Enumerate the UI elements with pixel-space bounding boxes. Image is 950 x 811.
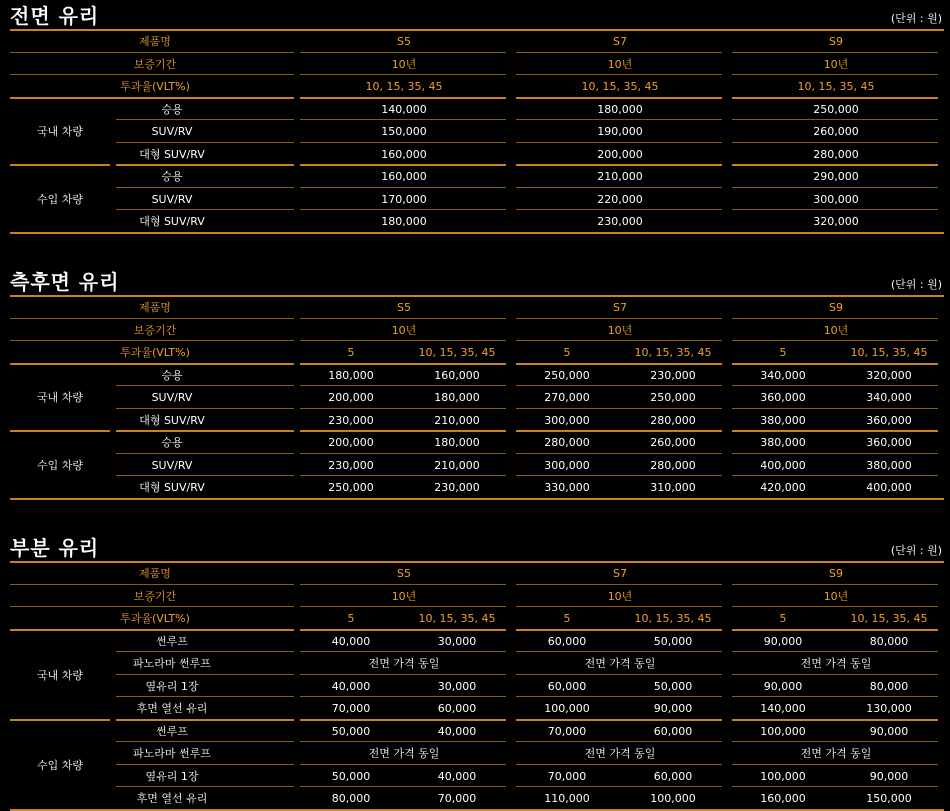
vlt-value: 10, 15, 35, 45 bbox=[581, 80, 659, 93]
model-name: S7 bbox=[613, 35, 627, 48]
group-divider bbox=[10, 164, 110, 166]
row-label: SUV/RV bbox=[151, 458, 193, 472]
table-bottom-border bbox=[10, 232, 944, 234]
row-divider bbox=[516, 674, 722, 675]
header-label-warranty: 보증기간 bbox=[133, 323, 177, 337]
row-divider bbox=[732, 142, 938, 143]
price-value: 160,000 bbox=[381, 170, 427, 183]
group-name: 수입 차량 bbox=[36, 192, 83, 206]
price-value: 160,000 bbox=[381, 147, 427, 161]
price-value: 180,000 bbox=[381, 215, 427, 228]
header-row-line bbox=[300, 629, 506, 631]
row-divider bbox=[300, 453, 506, 454]
price-value: 30,000 bbox=[437, 634, 477, 648]
price-value: 400,000 bbox=[866, 481, 912, 494]
row-divider bbox=[116, 119, 294, 120]
row-label: 승용 bbox=[161, 170, 183, 183]
row-label: 승용 bbox=[161, 436, 183, 449]
header-row-line bbox=[300, 363, 506, 365]
header-row-line bbox=[10, 584, 294, 585]
warranty-value: 10년 bbox=[823, 57, 849, 71]
price-value: 230,000 bbox=[650, 368, 696, 382]
vlt-value: 10, 15, 35, 45 bbox=[850, 612, 928, 625]
price-value: 60,000 bbox=[653, 724, 693, 738]
row-divider bbox=[300, 408, 506, 409]
price-value: 160,000 bbox=[434, 368, 480, 382]
header-row-line bbox=[10, 97, 294, 99]
model-name: S5 bbox=[397, 35, 411, 48]
header-row-line bbox=[732, 629, 938, 631]
price-value: 80,000 bbox=[331, 792, 371, 805]
row-divider bbox=[116, 187, 294, 188]
header-row-line bbox=[732, 74, 938, 75]
row-divider bbox=[516, 453, 722, 454]
price-value: 250,000 bbox=[328, 481, 374, 494]
same-price-note: 전면 가격 동일 bbox=[584, 747, 656, 760]
price-value: 210,000 bbox=[434, 458, 480, 472]
price-value: 50,000 bbox=[331, 769, 371, 783]
row-divider bbox=[732, 696, 938, 697]
same-price-note: 전면 가격 동일 bbox=[800, 747, 872, 760]
vlt-value: 5 bbox=[347, 612, 355, 625]
price-value: 320,000 bbox=[866, 368, 912, 382]
price-value: 40,000 bbox=[437, 769, 477, 783]
header-row-line bbox=[516, 318, 722, 319]
group-divider bbox=[10, 430, 110, 432]
price-value: 270,000 bbox=[544, 391, 590, 404]
row-label: 옆유리 1장 bbox=[145, 679, 199, 693]
row-divider bbox=[300, 696, 506, 697]
warranty-value: 10년 bbox=[391, 57, 417, 71]
table-top-border bbox=[10, 295, 944, 297]
section-2 bbox=[0, 266, 950, 536]
price-value: 200,000 bbox=[328, 436, 374, 449]
model-name: S5 bbox=[397, 301, 411, 314]
group-divider bbox=[516, 430, 722, 432]
header-row-line bbox=[516, 629, 722, 631]
row-divider bbox=[732, 741, 938, 742]
section-title: 전면 유리 bbox=[10, 4, 100, 28]
header-row-line bbox=[10, 74, 294, 75]
row-divider bbox=[732, 475, 938, 476]
price-value: 90,000 bbox=[653, 702, 693, 715]
price-value: 250,000 bbox=[813, 102, 859, 116]
price-value: 360,000 bbox=[866, 436, 912, 449]
price-value: 300,000 bbox=[813, 192, 859, 206]
price-value: 180,000 bbox=[597, 102, 643, 116]
price-value: 300,000 bbox=[544, 413, 590, 427]
vlt-value: 10, 15, 35, 45 bbox=[365, 80, 443, 93]
section-title: 측후면 유리 bbox=[10, 270, 120, 294]
price-value: 110,000 bbox=[544, 792, 590, 805]
row-label: 대형 SUV/RV bbox=[139, 215, 205, 228]
unit-label: (단위 : 원) bbox=[890, 12, 942, 25]
price-value: 180,000 bbox=[328, 368, 374, 382]
price-value: 90,000 bbox=[869, 724, 909, 738]
row-label: 대형 SUV/RV bbox=[139, 413, 205, 427]
price-value: 60,000 bbox=[437, 702, 477, 715]
row-divider bbox=[300, 651, 506, 652]
group-divider bbox=[300, 164, 506, 166]
price-value: 60,000 bbox=[653, 769, 693, 783]
price-value: 360,000 bbox=[760, 391, 806, 404]
model-name: S9 bbox=[829, 301, 843, 314]
group-divider bbox=[732, 164, 938, 166]
row-divider bbox=[732, 786, 938, 787]
warranty-value: 10년 bbox=[607, 323, 633, 337]
price-value: 40,000 bbox=[331, 679, 371, 693]
price-value: 90,000 bbox=[869, 769, 909, 783]
row-divider bbox=[300, 786, 506, 787]
header-row-line bbox=[300, 97, 506, 99]
table-top-border bbox=[10, 29, 944, 31]
row-divider bbox=[732, 209, 938, 210]
price-value: 230,000 bbox=[328, 458, 374, 472]
price-value: 150,000 bbox=[866, 792, 912, 805]
row-divider bbox=[116, 385, 294, 386]
price-value: 180,000 bbox=[434, 436, 480, 449]
price-value: 50,000 bbox=[653, 634, 693, 648]
price-value: 210,000 bbox=[434, 413, 480, 427]
vlt-value: 5 bbox=[563, 346, 571, 359]
model-name: S7 bbox=[613, 567, 627, 580]
row-label: 대형 SUV/RV bbox=[139, 481, 205, 494]
row-divider bbox=[516, 786, 722, 787]
price-value: 30,000 bbox=[437, 679, 477, 693]
row-divider bbox=[116, 764, 294, 765]
header-label-vlt: 투과율(VLT%) bbox=[120, 612, 190, 625]
header-row-line bbox=[732, 363, 938, 365]
price-value: 130,000 bbox=[866, 702, 912, 715]
row-label: 승용 bbox=[161, 102, 183, 116]
row-label: 후면 열선 유리 bbox=[136, 792, 208, 805]
header-row-line bbox=[10, 629, 294, 631]
row-label: SUV/RV bbox=[151, 125, 193, 138]
price-value: 60,000 bbox=[547, 634, 587, 648]
price-value: 80,000 bbox=[869, 634, 909, 648]
price-value: 320,000 bbox=[813, 215, 859, 228]
section-3 bbox=[0, 532, 950, 805]
header-label-vlt: 투과율(VLT%) bbox=[120, 346, 190, 359]
unit-label: (단위 : 원) bbox=[890, 544, 942, 557]
price-value: 100,000 bbox=[760, 724, 806, 738]
row-divider bbox=[300, 187, 506, 188]
vlt-value: 5 bbox=[347, 346, 355, 359]
header-label-product: 제품명 bbox=[139, 35, 171, 48]
row-divider bbox=[516, 696, 722, 697]
header-row-line bbox=[516, 52, 722, 53]
price-value: 230,000 bbox=[434, 481, 480, 494]
row-label: 파노라마 썬루프 bbox=[133, 747, 211, 760]
header-row-line bbox=[10, 606, 294, 607]
row-divider bbox=[516, 741, 722, 742]
header-row-line bbox=[10, 340, 294, 341]
group-divider bbox=[116, 719, 294, 721]
vlt-value: 10, 15, 35, 45 bbox=[634, 612, 712, 625]
price-value: 90,000 bbox=[763, 634, 803, 648]
group-name: 국내 차량 bbox=[36, 391, 83, 405]
header-row-line bbox=[300, 606, 506, 607]
same-price-note: 전면 가격 동일 bbox=[800, 657, 872, 670]
row-label: 썬루프 bbox=[156, 724, 188, 738]
price-value: 380,000 bbox=[866, 458, 912, 472]
price-value: 380,000 bbox=[760, 436, 806, 449]
price-value: 380,000 bbox=[760, 413, 806, 427]
warranty-value: 10년 bbox=[823, 589, 849, 603]
price-value: 70,000 bbox=[331, 702, 371, 715]
price-value: 50,000 bbox=[331, 724, 371, 738]
row-divider bbox=[300, 385, 506, 386]
row-divider bbox=[300, 142, 506, 143]
price-value: 90,000 bbox=[763, 679, 803, 693]
price-value: 50,000 bbox=[653, 679, 693, 693]
header-label-product: 제품명 bbox=[139, 301, 171, 314]
price-value: 40,000 bbox=[331, 634, 371, 648]
price-value: 70,000 bbox=[437, 792, 477, 805]
header-row-line bbox=[732, 318, 938, 319]
price-value: 260,000 bbox=[650, 436, 696, 449]
group-divider bbox=[10, 719, 110, 721]
vlt-value: 10, 15, 35, 45 bbox=[418, 346, 496, 359]
row-divider bbox=[300, 674, 506, 675]
row-divider bbox=[516, 651, 722, 652]
price-value: 150,000 bbox=[381, 125, 427, 138]
group-name: 수입 차량 bbox=[36, 758, 83, 772]
price-value: 420,000 bbox=[760, 481, 806, 494]
header-row-line bbox=[732, 52, 938, 53]
group-divider bbox=[516, 719, 722, 721]
row-divider bbox=[516, 764, 722, 765]
row-divider bbox=[116, 408, 294, 409]
row-divider bbox=[516, 475, 722, 476]
header-row-line bbox=[300, 340, 506, 341]
header-row-line bbox=[300, 584, 506, 585]
model-name: S9 bbox=[829, 35, 843, 48]
group-divider bbox=[516, 164, 722, 166]
row-divider bbox=[732, 385, 938, 386]
price-value: 340,000 bbox=[866, 391, 912, 404]
price-value: 80,000 bbox=[869, 679, 909, 693]
price-value: 230,000 bbox=[597, 215, 643, 228]
model-name: S5 bbox=[397, 567, 411, 580]
header-row-line bbox=[300, 52, 506, 53]
row-divider bbox=[516, 142, 722, 143]
row-divider bbox=[116, 142, 294, 143]
row-divider bbox=[116, 453, 294, 454]
same-price-note: 전면 가격 동일 bbox=[368, 657, 440, 670]
price-value: 180,000 bbox=[434, 391, 480, 404]
row-divider bbox=[516, 187, 722, 188]
row-label: 파노라마 썬루프 bbox=[133, 657, 211, 670]
price-value: 360,000 bbox=[866, 413, 912, 427]
price-value: 100,000 bbox=[650, 792, 696, 805]
vlt-value: 10, 15, 35, 45 bbox=[634, 346, 712, 359]
header-label-vlt: 투과율(VLT%) bbox=[120, 80, 190, 93]
row-label: 승용 bbox=[161, 368, 183, 382]
row-divider bbox=[732, 651, 938, 652]
unit-label: (단위 : 원) bbox=[890, 278, 942, 291]
group-divider bbox=[732, 430, 938, 432]
price-value: 250,000 bbox=[650, 391, 696, 404]
price-value: 170,000 bbox=[381, 192, 427, 206]
price-value: 160,000 bbox=[760, 792, 806, 805]
row-label: 후면 열선 유리 bbox=[136, 702, 208, 715]
price-value: 400,000 bbox=[760, 458, 806, 472]
header-row-line bbox=[516, 340, 722, 341]
price-value: 280,000 bbox=[544, 436, 590, 449]
header-row-line bbox=[516, 584, 722, 585]
row-divider bbox=[116, 475, 294, 476]
group-divider bbox=[116, 430, 294, 432]
price-value: 280,000 bbox=[650, 458, 696, 472]
row-label: SUV/RV bbox=[151, 192, 193, 206]
model-name: S9 bbox=[829, 567, 843, 580]
row-divider bbox=[732, 408, 938, 409]
header-row-line bbox=[10, 363, 294, 365]
price-value: 300,000 bbox=[544, 458, 590, 472]
header-row-line bbox=[732, 584, 938, 585]
vlt-value: 10, 15, 35, 45 bbox=[797, 80, 875, 93]
price-value: 280,000 bbox=[813, 147, 859, 161]
header-row-line bbox=[300, 74, 506, 75]
header-row-line bbox=[10, 52, 294, 53]
warranty-value: 10년 bbox=[391, 589, 417, 603]
row-divider bbox=[516, 385, 722, 386]
header-row-line bbox=[10, 318, 294, 319]
row-divider bbox=[300, 119, 506, 120]
price-value: 230,000 bbox=[328, 413, 374, 427]
header-row-line bbox=[516, 363, 722, 365]
warranty-value: 10년 bbox=[607, 57, 633, 71]
header-row-line bbox=[732, 340, 938, 341]
warranty-value: 10년 bbox=[391, 323, 417, 337]
section-1 bbox=[0, 0, 950, 270]
warranty-value: 10년 bbox=[823, 323, 849, 337]
header-row-line bbox=[300, 318, 506, 319]
price-value: 280,000 bbox=[650, 413, 696, 427]
warranty-value: 10년 bbox=[607, 589, 633, 603]
row-divider bbox=[300, 209, 506, 210]
price-value: 260,000 bbox=[813, 125, 859, 138]
section-title: 부분 유리 bbox=[10, 536, 100, 560]
row-divider bbox=[732, 674, 938, 675]
row-divider bbox=[300, 764, 506, 765]
vlt-value: 5 bbox=[563, 612, 571, 625]
header-row-line bbox=[732, 97, 938, 99]
row-divider bbox=[116, 696, 294, 697]
price-value: 200,000 bbox=[597, 147, 643, 161]
row-divider bbox=[300, 475, 506, 476]
price-value: 70,000 bbox=[547, 724, 587, 738]
row-divider bbox=[300, 741, 506, 742]
price-value: 140,000 bbox=[381, 102, 427, 116]
price-value: 310,000 bbox=[650, 481, 696, 494]
header-row-line bbox=[516, 74, 722, 75]
row-label: SUV/RV bbox=[151, 391, 193, 404]
table-bottom-border bbox=[10, 809, 944, 811]
row-divider bbox=[116, 651, 294, 652]
header-label-warranty: 보증기간 bbox=[133, 57, 177, 71]
same-price-note: 전면 가격 동일 bbox=[368, 747, 440, 760]
row-divider bbox=[732, 764, 938, 765]
header-row-line bbox=[732, 606, 938, 607]
row-label: 썬루프 bbox=[156, 634, 188, 648]
table-bottom-border bbox=[10, 498, 944, 500]
row-divider bbox=[116, 741, 294, 742]
vlt-value: 5 bbox=[779, 346, 787, 359]
group-name: 수입 차량 bbox=[36, 458, 83, 472]
price-value: 340,000 bbox=[760, 368, 806, 382]
header-label-warranty: 보증기간 bbox=[133, 589, 177, 603]
price-value: 220,000 bbox=[597, 192, 643, 206]
price-value: 250,000 bbox=[544, 368, 590, 382]
header-row-line bbox=[516, 606, 722, 607]
row-divider bbox=[732, 187, 938, 188]
price-value: 200,000 bbox=[328, 391, 374, 404]
row-divider bbox=[116, 786, 294, 787]
price-value: 100,000 bbox=[760, 769, 806, 783]
price-value: 70,000 bbox=[547, 769, 587, 783]
vlt-value: 10, 15, 35, 45 bbox=[850, 346, 928, 359]
row-divider bbox=[732, 119, 938, 120]
price-value: 330,000 bbox=[544, 481, 590, 494]
row-label: 대형 SUV/RV bbox=[139, 147, 205, 161]
price-value: 210,000 bbox=[597, 170, 643, 183]
same-price-note: 전면 가격 동일 bbox=[584, 657, 656, 670]
header-row-line bbox=[516, 97, 722, 99]
group-divider bbox=[300, 719, 506, 721]
header-label-product: 제품명 bbox=[139, 567, 171, 580]
group-divider bbox=[116, 164, 294, 166]
group-divider bbox=[732, 719, 938, 721]
price-value: 100,000 bbox=[544, 702, 590, 715]
vlt-value: 5 bbox=[779, 612, 787, 625]
model-name: S7 bbox=[613, 301, 627, 314]
price-value: 290,000 bbox=[813, 170, 859, 183]
price-value: 60,000 bbox=[547, 679, 587, 693]
table-top-border bbox=[10, 561, 944, 563]
group-name: 국내 차량 bbox=[36, 668, 83, 682]
group-divider bbox=[300, 430, 506, 432]
price-value: 40,000 bbox=[437, 724, 477, 738]
price-value: 190,000 bbox=[597, 125, 643, 138]
group-name: 국내 차량 bbox=[36, 125, 83, 139]
row-divider bbox=[732, 453, 938, 454]
row-divider bbox=[116, 674, 294, 675]
row-label: 옆유리 1장 bbox=[145, 769, 199, 783]
price-value: 140,000 bbox=[760, 702, 806, 715]
vlt-value: 10, 15, 35, 45 bbox=[418, 612, 496, 625]
row-divider bbox=[516, 119, 722, 120]
row-divider bbox=[116, 209, 294, 210]
row-divider bbox=[516, 209, 722, 210]
row-divider bbox=[516, 408, 722, 409]
